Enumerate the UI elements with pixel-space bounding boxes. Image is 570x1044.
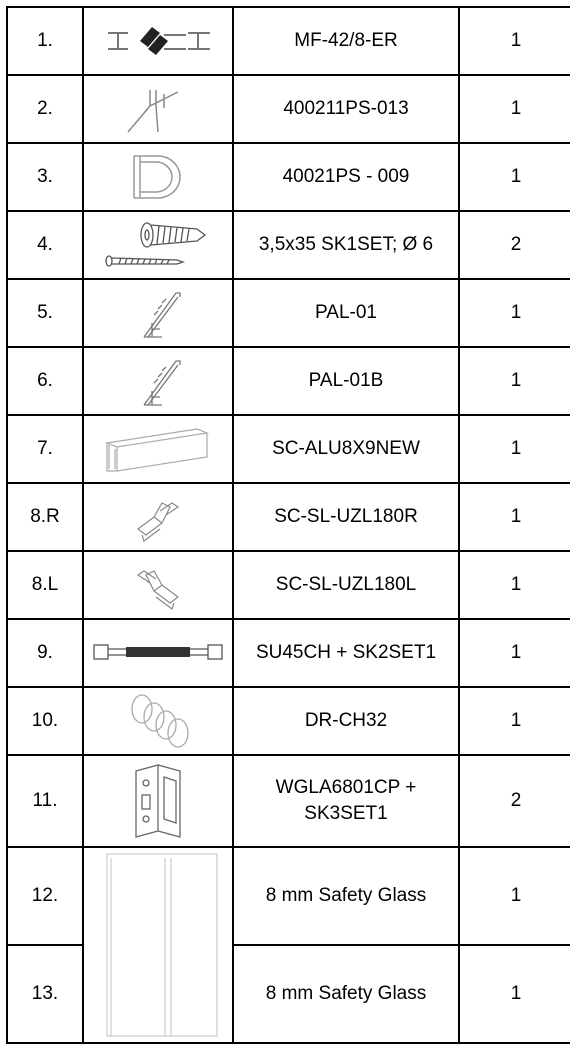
part-image [83, 847, 233, 1043]
part-number: 4. [7, 211, 83, 279]
part-number: 6. [7, 347, 83, 415]
part-quantity: 1 [459, 279, 570, 347]
part-image [83, 619, 233, 687]
part-name: DR-CH32 [233, 687, 459, 755]
table-row [7, 687, 570, 755]
table-row [7, 7, 570, 75]
part-image [83, 347, 233, 415]
table-row [7, 279, 570, 347]
part-quantity: 1 [459, 551, 570, 619]
part-number: 2. [7, 75, 83, 143]
table-row [7, 551, 570, 619]
table-row [7, 211, 570, 279]
part-name-line: WGLA6801CP + [275, 777, 417, 798]
angle-profile-icon [98, 353, 218, 409]
part-quantity: 1 [459, 7, 570, 75]
part-number: 9. [7, 619, 83, 687]
part-number: 12. [7, 847, 83, 945]
part-quantity: 1 [459, 415, 570, 483]
part-name [233, 755, 459, 847]
part-quantity: 1 [459, 847, 570, 945]
part-number: 1. [7, 7, 83, 75]
part-image [83, 279, 233, 347]
part-name: 40021PS - 009 [233, 143, 459, 211]
part-name: 400211PS-013 [233, 75, 459, 143]
part-number: 8.L [7, 551, 83, 619]
part-image [83, 415, 233, 483]
part-image [83, 143, 233, 211]
part-image [83, 75, 233, 143]
part-name: SC-ALU8X9NEW [233, 415, 459, 483]
parts-list-table [6, 6, 570, 1044]
clip-right-icon [98, 489, 218, 545]
part-image [83, 7, 233, 75]
table-row [7, 143, 570, 211]
part-name-line: SK3SET1 [304, 803, 388, 824]
table-row [7, 483, 570, 551]
stabilizer-bar-icon [88, 633, 228, 673]
part-name: SU45CH + SK2SET1 [233, 619, 459, 687]
table-row [7, 75, 570, 143]
part-number: 13. [7, 945, 83, 1043]
part-quantity: 1 [459, 347, 570, 415]
bracket-profile-icon [98, 84, 218, 134]
part-name: 8 mm Safety Glass [233, 945, 459, 1043]
part-quantity: 1 [459, 687, 570, 755]
part-number: 7. [7, 415, 83, 483]
part-number: 3. [7, 143, 83, 211]
part-quantity: 2 [459, 755, 570, 847]
part-number: 8.R [7, 483, 83, 551]
part-quantity: 1 [459, 143, 570, 211]
part-image [83, 687, 233, 755]
part-name: MF-42/8-ER [233, 7, 459, 75]
clip-left-icon [98, 557, 218, 613]
angle-profile-icon [98, 285, 218, 341]
part-number: 10. [7, 687, 83, 755]
part-image [83, 551, 233, 619]
part-quantity: 1 [459, 619, 570, 687]
part-number: 5. [7, 279, 83, 347]
part-quantity: 1 [459, 75, 570, 143]
table-row [7, 415, 570, 483]
table-row [7, 619, 570, 687]
part-name: SC-SL-UZL180R [233, 483, 459, 551]
part-name: SC-SL-UZL180L [233, 551, 459, 619]
table-row [7, 347, 570, 415]
part-quantity: 2 [459, 211, 570, 279]
part-number: 11. [7, 755, 83, 847]
table-row [7, 847, 570, 945]
part-name: 3,5x35 SK1SET; Ø 6 [233, 211, 459, 279]
door-knob-icon [98, 691, 218, 751]
part-name: PAL-01B [233, 347, 459, 415]
hinge-icon [98, 761, 218, 841]
part-image [83, 211, 233, 279]
d-profile-icon [98, 152, 218, 202]
part-name: PAL-01 [233, 279, 459, 347]
aluminium-bar-icon [93, 421, 223, 477]
screw-dowel-icon [93, 217, 223, 273]
part-image [83, 755, 233, 847]
part-name: 8 mm Safety Glass [233, 847, 459, 945]
gasket-seal-icon [98, 21, 218, 61]
glass-panel-icon [93, 850, 223, 1040]
part-image [83, 483, 233, 551]
part-quantity: 1 [459, 483, 570, 551]
table-row [7, 755, 570, 847]
part-quantity: 1 [459, 945, 570, 1043]
